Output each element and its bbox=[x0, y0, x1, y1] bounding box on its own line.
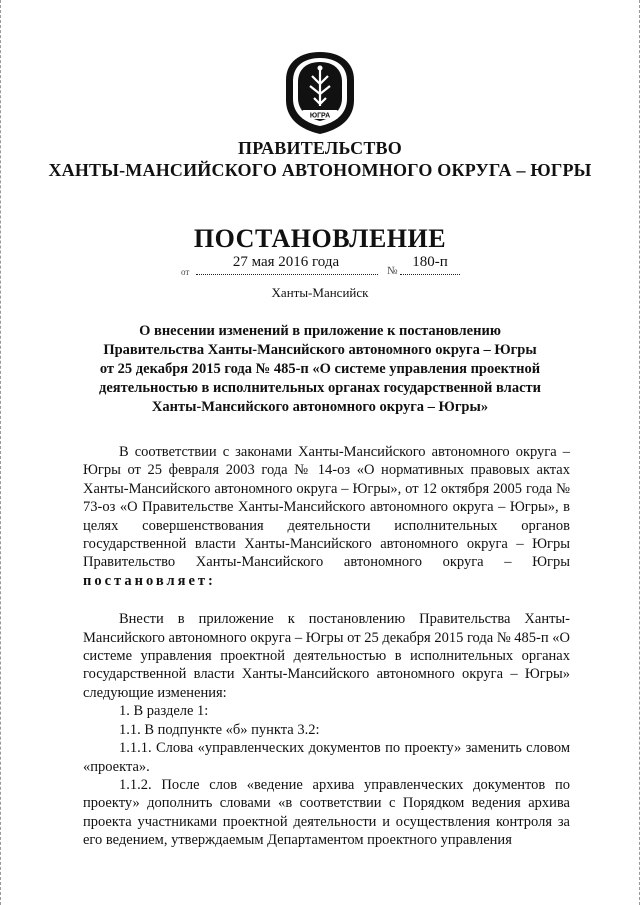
document-number: 180-п bbox=[412, 254, 448, 270]
preamble-text: В соответствии с законами Ханты-Мансийского автономного округа – Югры от 25 февраля 2003 года № 14-оз «О нормативных правовых актах Ханты-Мансийского автономного округа – Югры», от 12 октября 2005 года № 73-оз «О Правительстве Ханты-Мансийского автономного округа – Югры», в целях совершенствования деятельности исполнительных органов государственной власти Ханты-Мансийского автономного округа – Югры Правительство Ханты-Мансийского автономного округа – Югры bbox=[83, 444, 570, 571]
resolves-word: постановляет: bbox=[83, 572, 216, 589]
document-type: ПОСТАНОВЛЕНИЕ bbox=[193, 224, 447, 253]
org-title-line1: ПРАВИТЕЛЬСТВО bbox=[238, 138, 402, 158]
subject-line: деятельностью в исполнительных органах государственной власти bbox=[99, 380, 541, 396]
subject-line: Правительства Ханты-Мансийского автономного округа – Югры bbox=[103, 342, 537, 358]
scan-right-edge bbox=[636, 0, 640, 905]
number-prefix: № bbox=[387, 265, 398, 277]
issue-place: Ханты-Мансийск bbox=[271, 285, 369, 300]
subject-line: Ханты-Мансийского автономного округа – Югры» bbox=[151, 399, 489, 415]
subject-line: О внесении изменений в приложение к постановлению bbox=[139, 323, 501, 339]
date-prefix: от bbox=[181, 267, 190, 277]
document-subject bbox=[80, 322, 560, 417]
list-item: 1.1.1. Слова «управленческих документов по проекту» заменить словом «проекта». bbox=[83, 740, 570, 775]
coat-of-arms-emblem bbox=[282, 50, 358, 136]
date-underline bbox=[196, 274, 378, 275]
scan-left-edge bbox=[0, 0, 4, 905]
intro-paragraph: Внести в приложение к постановлению Правительства Ханты-Мансийского автономного округа – Югры от 25 декабря 2015 года № 485-п «О системе управления проектной деятельностью в исполнительных органах государственной власти Ханты-Мансийского автономного округа – Югры» следующие изменения: bbox=[83, 611, 570, 701]
number-underline bbox=[400, 274, 460, 275]
subject-line: от 25 декабря 2015 года № 485-п «О системе управления проектной bbox=[99, 361, 541, 377]
preamble-paragraph bbox=[83, 443, 570, 590]
org-title-line2: ХАНТЫ-МАНСИЙСКОГО АВТОНОМНОГО ОКРУГА – ЮГРЫ bbox=[48, 160, 592, 180]
emblem-label: ЮГРА bbox=[309, 112, 331, 120]
list-item: 1. В разделе 1: bbox=[119, 703, 209, 720]
document-date: 27 мая 2016 года bbox=[232, 254, 340, 270]
list-item: 1.1.2. После слов «ведение архива управленческих документов по проекту» дополнить словами «в соответствии с Порядком ведения архива проекта участниками проектной деятельности и осуществления контроля за его ведением, утверждаемым Департаментом проектного управления bbox=[83, 776, 570, 849]
list-item: 1.1. В подпункте «б» пункта 3.2: bbox=[119, 721, 320, 738]
document-body bbox=[83, 443, 570, 850]
